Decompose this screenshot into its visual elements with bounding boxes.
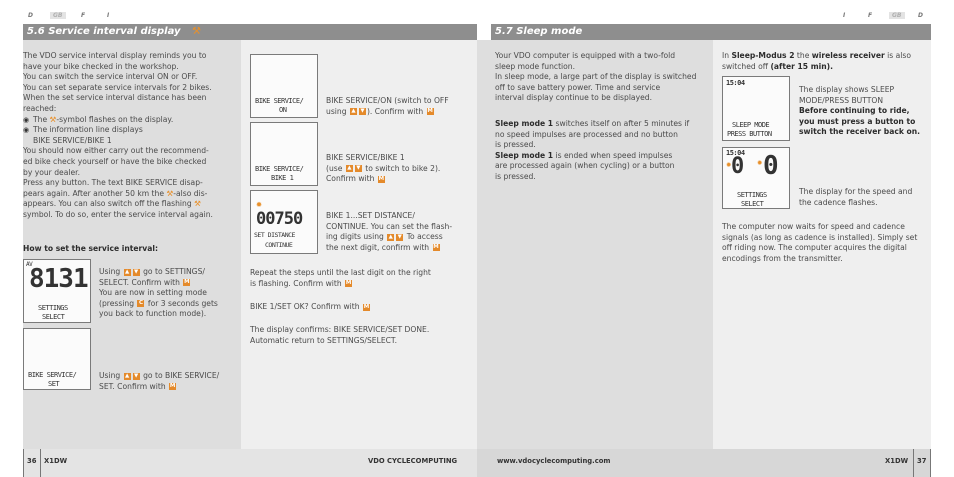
tab-gb-left[interactable]: GB: [50, 12, 66, 19]
m-button-icon: M: [169, 383, 176, 390]
m-button-icon: M: [184, 279, 190, 286]
arrow-down-icon: ▼: [134, 268, 139, 275]
howto-heading: How to set the service interval:: [23, 244, 159, 253]
sleep-display-text: The display shows SLEEP MODE/PRESS BUTTON Before continuing to ride, you must press a button to switch the receiver back on.: [799, 85, 921, 137]
section-header-sleep: [491, 24, 931, 40]
tab-d-right[interactable]: D: [918, 12, 923, 19]
wrench-icon: ⚒: [166, 188, 174, 198]
bullet-info-line: ◉ The information line displays: [23, 125, 239, 136]
arrow-up-icon: ▲: [351, 108, 356, 115]
brand-text: VDO CYCLECOMPUTING: [368, 457, 458, 465]
lcd-bike-service-set: BIKE SERVICE/ SET: [23, 328, 91, 390]
arrow-down-icon: ▼: [134, 372, 139, 379]
sleep-mode-2-end: The computer now waits for speed and cadence signals (as long as cadence is installed). Simply set off riding now. The computer acquires the digital encodings from the transmitter.: [722, 222, 918, 263]
model-left: X1DW: [44, 457, 68, 465]
wrench-icon: ⚒: [192, 26, 202, 37]
sleep-mode-2-intro: In Sleep-Modus 2 the wireless receiver is also switched off (after 15 min).: [722, 51, 912, 71]
footer: [0, 449, 954, 477]
arrow-up-icon: ▲: [125, 372, 130, 379]
tab-gb-right[interactable]: GB: [889, 12, 905, 19]
repeat-text: Repeat the steps until the last digit on the right is flashing. Confirm with M: [250, 268, 431, 288]
step-5-text: BIKE 1...SET DISTANCE/ CONTINUE. You can set the flash- ing digits using ▲ ▼ To access the next digit, confirm with M: [326, 211, 453, 252]
lcd-speed-cadence-flash: 15:04 0 0 ✹ ✹ SETTINGS SELECT: [722, 147, 790, 209]
tab-d-left[interactable]: D: [28, 12, 33, 19]
flash-right-icon: ✹: [757, 158, 763, 168]
arrow-up-icon: ▲: [388, 233, 393, 240]
m-button-icon: M: [433, 244, 439, 251]
arrow-up-icon: ▲: [125, 268, 130, 275]
language-tabs: [0, 11, 954, 21]
m-button-icon: M: [378, 175, 385, 182]
lcd-sleep-mode: 15:04 SLEEP MODE PRESS BUTTON: [722, 76, 790, 141]
model-right: X1DW: [885, 457, 909, 465]
arrow-down-icon: ▼: [356, 165, 361, 172]
arrow-down-icon: ▼: [360, 108, 365, 115]
lcd-settings-select: AV 8131 SETTINGS SELECT: [23, 259, 91, 323]
sleep-mode-1-on: Sleep mode 1 switches itself on after 5 minutes if no speed impulses are processed and no button is pressed. Sleep mode 1 is ended when speed impulses are processed again (when cycling) or a button is pressed.: [495, 119, 690, 181]
lcd-bike-service-on: BIKE SERVICE/ ON: [250, 54, 318, 118]
flash-indicator-icon: ✹: [256, 199, 263, 210]
wrench-icon: ⚒: [194, 199, 201, 209]
step-2-text: Using ▲ ▼ go to BIKE SERVICE/ SET. Confirm with M: [99, 371, 220, 391]
tab-f-right[interactable]: F: [868, 12, 873, 19]
page-number-left: 36: [27, 457, 37, 465]
website-link[interactable]: www.vdocyclecomputing.com: [497, 457, 611, 465]
arrow-up-icon: ▲: [347, 165, 352, 172]
sleep-intro: Your VDO computer is equipped with a two-fold sleep mode function. In sleep mode, a large part of the display is switched off to save battery power. Time and service interval display continue to be displayed.: [495, 51, 697, 103]
tab-f-left[interactable]: F: [81, 12, 86, 19]
step-1-text: Using ▲ ▼ go to SETTINGS/ SELECT. Confirm with M You are now in setting mode (pressing C for 3 seconds gets you back to function mode).: [99, 267, 218, 319]
step-3-text: BIKE SERVICE/ON (switch to OFF using ▲ ▼ ). Confirm with M: [326, 96, 449, 116]
m-button-icon: M: [427, 108, 433, 115]
tab-i-left[interactable]: I: [107, 12, 110, 19]
m-button-icon: M: [345, 280, 352, 287]
section-title-sleep: 5.7 Sleep mode: [495, 26, 583, 37]
arrow-down-icon: ▼: [397, 233, 402, 240]
speed-cadence-text: The display for the speed and the cadence flashes.: [799, 187, 913, 207]
bullet-symbol-flashes: ◉ The ⚒-symbol flashes on the display.: [23, 115, 239, 126]
c-button-icon: C: [138, 300, 143, 307]
step-4-text: BIKE SERVICE/BIKE 1 (use ▲ ▼ to switch to bike 2). Confirm with M: [326, 153, 441, 184]
page-number-right: 37: [917, 457, 927, 465]
section-title-service: 5.6 Service interval display: [27, 26, 181, 37]
service-intro: The VDO service interval display reminds you to have your bike checked in the workshop. You can switch the service interval ON or OFF. You can set separate service intervals for 2 bikes. When the set service interval distance has been reached: ◉ The ⚒-symbol flashes on the display. ◉ The information line displays BIKE SERVICE/BIKE 1 You should now either carry out the recommend- ed bike check yourself or have the bike checked by your dealer. Press any button. The text BIKE SERVICE disap- pears again. After another 50 km the ⚒-also dis- appears. You can also switch off the flashing ⚒ symbol. To do so, enter the service interval again.: [23, 51, 239, 221]
wrench-icon: ⚒: [49, 114, 57, 124]
tab-i-right[interactable]: I: [843, 12, 846, 19]
lcd-set-distance: 00750 ✹ SET DISTANCE CONTINUE: [250, 190, 318, 254]
section-header-service: [23, 24, 477, 40]
flash-left-icon: ✹: [726, 160, 732, 170]
set-ok-text: BIKE 1/SET OK? Confirm with M: [250, 302, 370, 311]
confirm-text: The display confirms: BIKE SERVICE/SET DONE. Automatic return to SETTINGS/SELECT.: [250, 325, 430, 345]
m-button-icon: M: [363, 303, 370, 310]
lcd-bike-service-bike1: BIKE SERVICE/ BIKE 1: [250, 122, 318, 186]
